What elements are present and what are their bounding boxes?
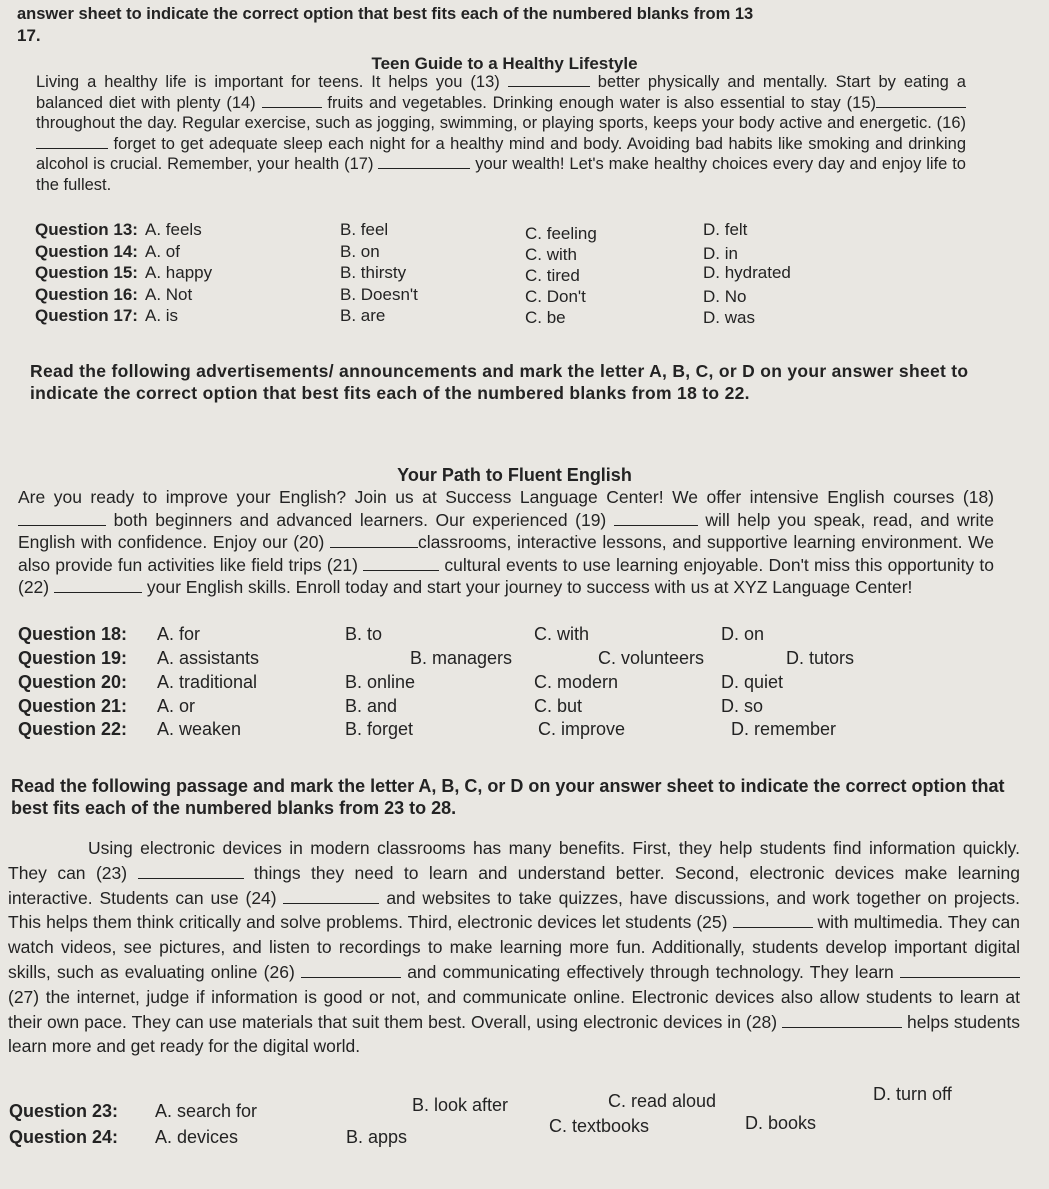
option-c[interactable]: C. feeling [525, 224, 597, 243]
question-21 [18, 696, 1018, 718]
option-a[interactable]: A. of [145, 242, 180, 261]
question-19 [18, 648, 1018, 670]
option-d[interactable]: D. on [721, 624, 765, 644]
option-b[interactable]: B. online [345, 672, 416, 692]
option-a[interactable]: A. is [145, 306, 179, 325]
section3-instruction: Read the following passage and mark the letter A, B, C, or D on your answer sheet to indicate the correct option that best fits each of the numbered blanks from 23 to 28. [11, 776, 1005, 818]
question-16 [35, 285, 1035, 307]
question-23 [9, 1084, 1009, 1123]
question-label: Question 22: [18, 719, 128, 739]
question-17 [35, 306, 1035, 328]
section2-passage: Are you ready to improve your English? Join us at Success Language Center! We offer intensive English courses (18) both beginners and advanced learners. Our experienced (19) will help you speak, read, and write English with confidence. Enjoy our (20) classrooms, interactive lessons, and supportive learning environment. We also provide fun activities like field trips (21) cultural events to use learning enjoyable. Don't miss this opportunity to (22) your English skills. Enroll today and start your journey to success with us at XYZ Language Center! [18, 487, 994, 598]
option-c[interactable]: C. tired [525, 266, 580, 285]
question-label: Question 16: [35, 285, 138, 304]
option-a[interactable]: A. weaken [157, 719, 242, 739]
question-14 [35, 242, 1035, 264]
section1-passage: Living a healthy life is important for teens. It helps you (13) better physically and mentally. Start by eating a balanced diet with plenty (14) fruits and vegetables. Drinking enough water is also essential to stay (15) throughout the day. Regular exercise, such as jogging, swimming, or playing sports, keeps your body active and energetic. (16) forget to get adequate sleep each night for a healthy mind and body. Avoiding bad habits like smoking and drinking alcohol is crucial. Remember, your health (17) your wealth! Let's make healthy choices every day and enjoy life to the fullest. [36, 73, 966, 194]
section2-instruction: Read the following advertisements/ announcements and mark the letter A, B, C, or D on your answer sheet to indicate the correct option that best fits each of the numbered blanks from 18 to 22. [30, 361, 969, 403]
option-d[interactable]: D. No [703, 287, 747, 306]
option-c[interactable]: C. volunteers [598, 648, 705, 668]
option-c[interactable]: C. read aloud [608, 1091, 717, 1111]
option-b[interactable]: B. managers [410, 648, 513, 668]
question-15 [35, 263, 1035, 285]
option-a[interactable]: A. devices [155, 1127, 239, 1147]
option-d[interactable]: D. so [721, 696, 764, 716]
option-b[interactable]: B. to [345, 624, 383, 644]
option-c[interactable]: C. Don't [525, 287, 586, 306]
option-c[interactable]: C. textbooks [549, 1116, 650, 1136]
option-b[interactable]: B. look after [412, 1095, 509, 1115]
option-d[interactable]: D. in [703, 244, 738, 263]
option-d[interactable]: D. remember [731, 719, 837, 739]
option-c[interactable]: C. with [525, 245, 577, 264]
question-13 [35, 220, 1035, 242]
question-label: Question 15: [35, 263, 138, 282]
option-a[interactable]: A. assistants [157, 648, 260, 668]
question-label: Question 14: [35, 242, 138, 261]
option-a[interactable]: A. search for [155, 1101, 258, 1121]
option-b[interactable]: B. thirsty [340, 263, 407, 282]
question-label: Question 20: [18, 672, 128, 692]
option-b[interactable]: B. forget [345, 719, 414, 739]
question-24 [9, 1113, 1009, 1149]
question-18 [18, 624, 1018, 646]
option-b[interactable]: B. on [340, 242, 380, 261]
option-a[interactable]: A. traditional [157, 672, 258, 692]
question-label: Question 18: [18, 624, 128, 644]
option-c[interactable]: C. with [534, 624, 590, 644]
question-label: Question 13: [35, 220, 138, 239]
option-d[interactable]: D. quiet [721, 672, 784, 692]
option-b[interactable]: B. Doesn't [340, 285, 418, 304]
option-a[interactable]: A. Not [145, 285, 193, 304]
section3-passage: Using electronic devices in modern classrooms has many benefits. First, they help students find information quickly. They can (23) things they need to learn and understand better. Second, electronic devices make learning interactive. Students can use (24) and websites to take quizzes, have discussions, and work together on projects. This helps them think critically and solve problems. Third, electronic devices let students (25) with multimedia. They can watch videos, see pictures, and listen to recordings to make learning more fun. Additionally, students develop important digital skills, such as evaluating online (26) and communicating effectively through technology. They learn (27) the internet, judge if information is good or not, and communicate online. Electronic devices also allow students to learn at their own pace. They can use materials that suit them best. Overall, using electronic devices in (28) helps students learn more and get ready for the digital world. [8, 838, 1020, 1057]
section2-title: Your Path to Fluent English [397, 465, 632, 485]
section1-title: Teen Guide to a Healthy Lifestyle [371, 54, 638, 73]
question-20 [18, 672, 1018, 694]
option-d[interactable]: D. turn off [873, 1084, 952, 1104]
option-d[interactable]: D. hydrated [703, 263, 791, 282]
option-d[interactable]: D. was [703, 308, 755, 327]
option-c[interactable]: C. be [525, 308, 566, 327]
option-c[interactable]: C. modern [534, 672, 619, 692]
option-d[interactable]: D. felt [703, 220, 748, 239]
option-a[interactable]: A. happy [145, 263, 213, 282]
option-d[interactable]: D. tutors [786, 648, 855, 668]
top-instruction-tail: answer sheet to indicate the correct option that best fits each of the numbered blanks from 13 [17, 5, 754, 23]
question-22 [18, 719, 1018, 741]
option-b[interactable]: B. are [340, 306, 386, 325]
option-d[interactable]: D. books [745, 1113, 817, 1133]
option-a[interactable]: A. or [157, 696, 196, 716]
option-a[interactable]: A. feels [145, 220, 202, 239]
option-b[interactable]: B. and [345, 696, 398, 716]
question-label: Question 21: [18, 696, 128, 716]
question-label: Question 19: [18, 648, 128, 668]
question-label: Question 24: [9, 1127, 119, 1147]
option-c[interactable]: C. improve [538, 719, 626, 739]
option-a[interactable]: A. for [157, 624, 201, 644]
top-question-range-end: 17. [17, 26, 41, 45]
option-c[interactable]: C. but [534, 696, 583, 716]
question-label: Question 17: [35, 306, 138, 325]
option-b[interactable]: B. feel [340, 220, 389, 239]
option-b[interactable]: B. apps [346, 1127, 408, 1147]
question-label: Question 23: [9, 1101, 119, 1121]
